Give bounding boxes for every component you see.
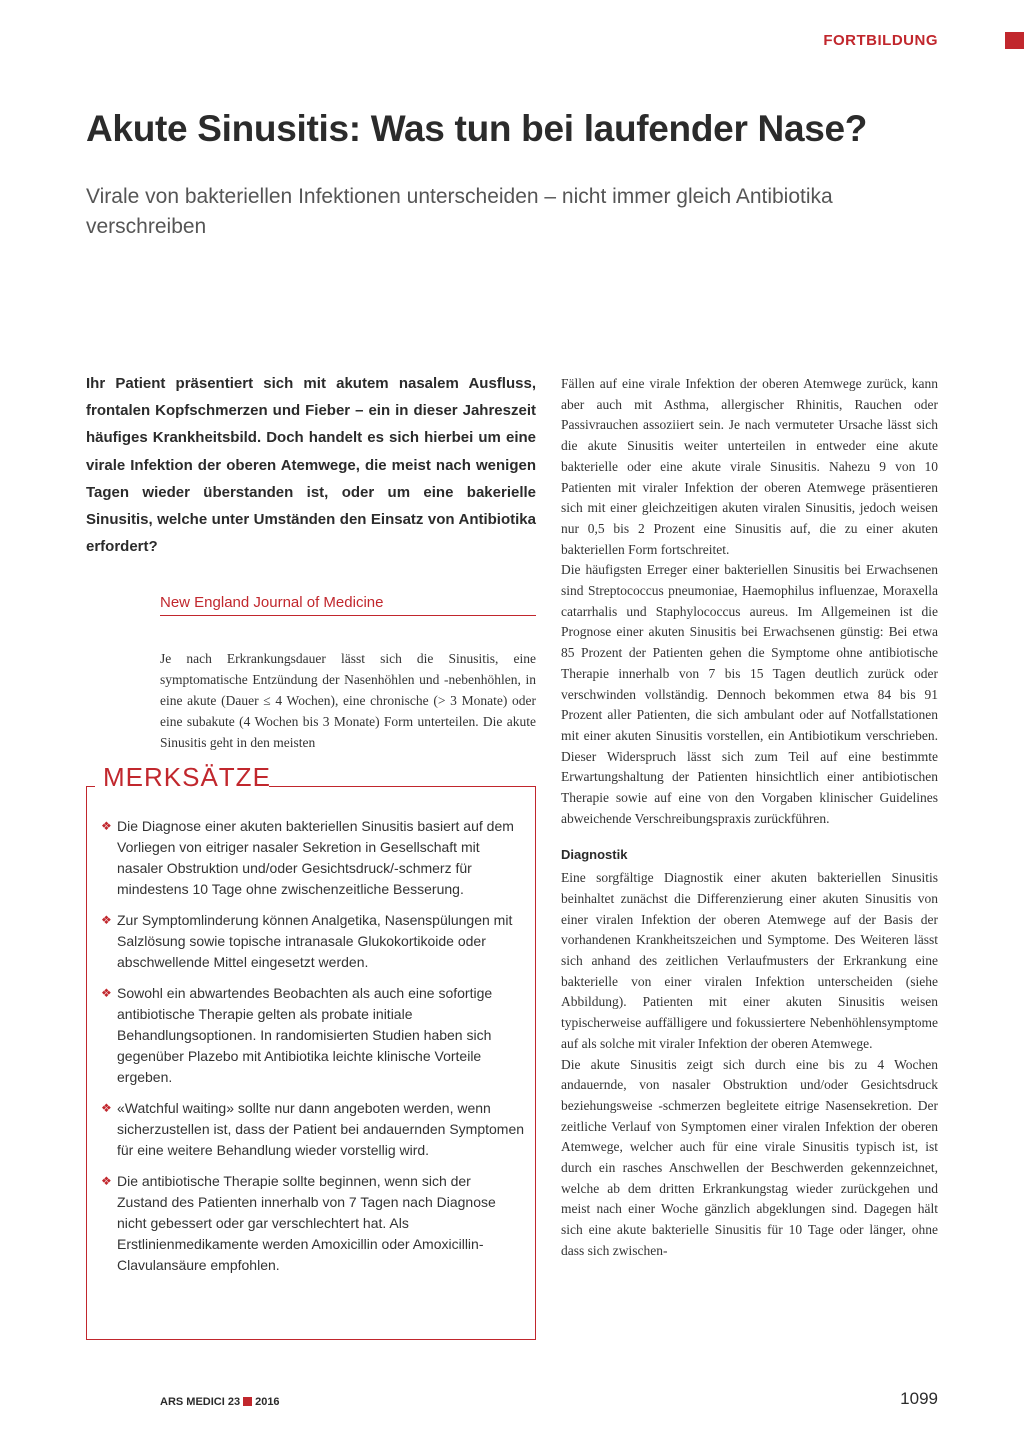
body-paragraph: Die akute Sinusitis zeigt sich durch eine bis zu 4 Wochen andauernde, von nasaler Obstruktion und/oder Gesichtsdruck beziehungsweise -schmerzen begleitete eitrige Nasensekretion. Der zeitliche Verlauf von Symptomen einer viralen Infektion der oberen Atemwege, welcher auch für eine virale Sinusitis typisch ist, ist durch ein rasches Anschwellen der Beschwerden gekennzeichnet, welche ab dem dritten Erkrankungstag wieder zurückgehen und meist nach einer Woche gänzlich abgeklungen sind. Dagegen hält sich eine akute bakterielle Sinusitis für 10 Tage oder länger, ohne dass sich zwischen-: [561, 1056, 938, 1258]
body-paragraph: Die häufigsten Erreger einer bakteriellen Sinusitis bei Erwachsenen sind Streptococcus pneumoniae, Haemophilus influenzae, Moraxella catarrhalis und Staphylococcus aureus. Im Allgemeinen ist die Prognose einer akuten Sinusitis bei Erwachsenen günstig: Bei etwa 85 Prozent der Patienten gehen die Symptome ohne antibiotische Therapie innerhalb von 7 bis 15 Tagen deutlich zurück oder verschwinden vollständig. Dennoch bekommen etwa 84 bis 91 Prozent aller Patienten, die sich ambulant oder auf Notfallstationen mit einer akuten Sinusitis vorstellen, ein Antibiotikum verschrieben. Dieser Widerspruch lässt sich zum Teil auf eine bestimmte Erwartungshaltung der Patienten hinsichtlich einer antibiotischen Therapie sowie auf eine von den Vorgaben klinischer Guidelines abweichende Verschreibungspraxis zurückführen.: [561, 562, 938, 826]
list-item: [101, 816, 525, 900]
merksaetze-list: [101, 816, 525, 1286]
merksatz-text: Die antibiotische Therapie sollte beginnen, wenn sich der Zustand des Patienten innerhalb von 7 Tagen nach Diagnose nicht gebessert oder gar verschlechtert hat. Als Erstlinienmedikamente werden Amoxicillin oder Amoxicillin-Clavulansäure empfohlen.: [117, 1173, 496, 1273]
merksatz-text: Sowohl ein abwartendes Beobachten als auch eine sofortige antibiotische Therapie gelten als probate initiale Behandlungsoptionen. In randomisierten Studien haben sich gegenüber Plazebo mit Antibiotika leichte klinische Vorteile ergeben.: [117, 985, 493, 1085]
diamond-bullet-icon: ❖: [101, 1174, 112, 1188]
footer-journal-name: ARS MEDICI 23: [160, 1396, 241, 1408]
left-column: [86, 370, 536, 753]
merksatz-text: Zur Symptomlinderung können Analgetika, Nasenspülungen mit Salzlösung sowie topische intranasale Glukokortikoide oder abschwellende Mittel eingesetzt werden.: [117, 912, 513, 970]
body-paragraph: Fällen auf eine virale Infektion der oberen Atemwege zurück, kann aber auch mit Asthma, allergischer Rhinitis, Rauchen oder Passivrauchen assoziiert sein. Je nach vermuteter Ursache lässt sich die akute Sinusitis weiter unterteilen in entweder eine akute bakterielle oder eine akute virale Sinusitis. Nahezu 9 von 10 Patienten mit viraler Infektion der oberen Atemwege präsentieren sich mit einer gleichzeitigen akuten viralen Sinusitis, jedoch weisen nur 0,5 bis 2 Prozent eine Sinusitis auf, die zu einer akuten bakteriellen Form fortschreitet.: [561, 376, 938, 557]
merksaetze-title: MERKSÄTZE: [103, 762, 271, 792]
diamond-bullet-icon: ❖: [101, 819, 112, 833]
article-title: Akute Sinusitis: Was tun bei laufender Nase?: [86, 108, 868, 149]
body-paragraph: Eine sorgfältige Diagnostik einer akuten bakteriellen Sinusitis beinhaltet zunächst die Differenzierung einer akuten Sinusitis von einer viralen Infektion der oberen Atemwege auf der Basis der vorhandenen Krankheitszeichen und Symptome. Des Weiteren lässt sich anhand des zeitlichen Verlaufmusters der Erkrankung eine bakterielle von einer viralen Infektion unterscheiden (siehe Abbildung). Patienten mit einer akuten Sinusitis weisen typischerweise auffälligere und fokussiertere Nebenhöhlensymptome auf als solche mit viraler Infektion der oberen Atemwege.: [561, 870, 938, 1051]
right-column: [561, 374, 938, 1262]
journal-source: New England Journal of Medicine: [160, 594, 536, 616]
section-marker-square: [1005, 32, 1024, 49]
section-label: FORTBILDUNG: [823, 32, 938, 49]
box-top-line-left: [87, 786, 95, 787]
list-item: [101, 1098, 525, 1161]
footer-year: 2016: [255, 1396, 280, 1408]
article-subtitle: Virale von bakteriellen Infektionen unterscheiden – nicht immer gleich Antibiotika verschreiben: [86, 185, 833, 238]
diamond-bullet-icon: ❖: [101, 913, 112, 927]
diamond-bullet-icon: ❖: [101, 1101, 112, 1115]
diagnostik-heading: Diagnostik: [561, 847, 628, 863]
left-body-paragraph: Je nach Erkrankungsdauer lässt sich die Sinusitis, eine symptomatische Entzündung der Nasenhöhlen und -nebenhöhlen, in eine akute (Dauer ≤ 4 Wochen), eine chronische (> 3 Monate) oder eine subakute (4 Wochen bis 3 Monate) Form unterteilen. Die akute Sinusitis geht in den meisten: [160, 651, 536, 751]
list-item: [101, 910, 525, 973]
box-top-line-right: [269, 786, 536, 787]
lead-paragraph: Ihr Patient präsentiert sich mit akutem nasalem Ausfluss, frontalen Kopfschmerzen und Fieber – ein in dieser Jahreszeit häufiges Krankheitsbild. Doch handelt es sich hierbei um eine virale Infektion der oberen Atemwege, die meist nach wenigen Tagen wieder überstanden ist, oder um eine bakerielle Sinusitis, welche unter Umständen den Einsatz von Antibiotika erfordert?: [86, 375, 536, 556]
page-number: 1099: [900, 1389, 938, 1408]
diamond-bullet-icon: ❖: [101, 986, 112, 1000]
list-item: [101, 1171, 525, 1276]
merksaetze-box: [86, 762, 536, 1340]
list-item: [101, 983, 525, 1088]
footer-square-icon: [243, 1397, 252, 1406]
footer-journal: [160, 1396, 280, 1408]
merksatz-text: «Watchful waiting» sollte nur dann angeboten werden, wenn sicherzustellen ist, dass der Patient bei andauernden Symptomen für eine weitere Behandlung wieder vorstellig wird.: [117, 1100, 525, 1158]
merksatz-text: Die Diagnose einer akuten bakteriellen Sinusitis basiert auf dem Vorliegen von eitriger nasaler Sekretion in Gesellschaft mit nasaler Obstruktion und/oder Gesichtsdruck/-schmerz für mindestens 10 Tage ohne zwischenzeitliche Besserung.: [117, 818, 514, 897]
